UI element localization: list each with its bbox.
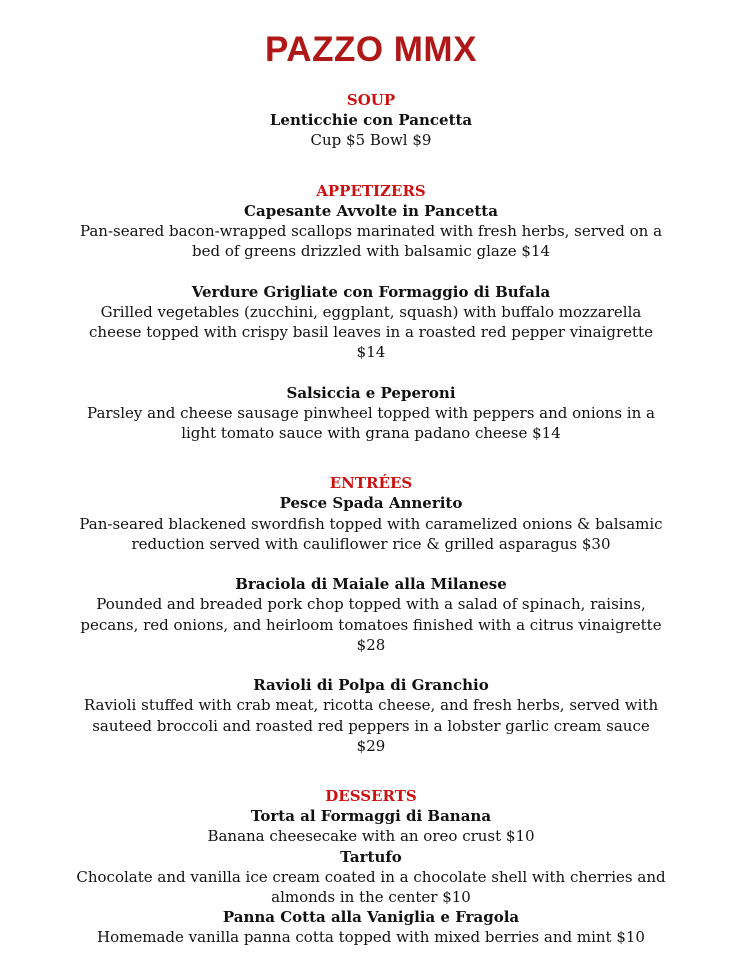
- item-description: Pan-seared bacon-wrapped scallops marinated with fresh herbs, served on a bed of greens drizzled with balsamic glaze $14: [79, 222, 663, 261]
- section-soup: [0, 90, 742, 151]
- item-description: Banana cheesecake with an oreo crust $10: [207, 827, 535, 846]
- item-description: Grilled vegetables (zucchini, eggplant, squash) with buffalo mozzarella cheese topped with crispy basil leaves in a roasted red pepper vinaigrette $14: [89, 302, 653, 362]
- item-description: Pounded and breaded pork chop topped with a salad of spinach, raisins, pecans, red onions, and heirloom tomatoes finished with a citrus vinaigrette $28: [80, 595, 662, 654]
- item-description: Ravioli stuffed with crab meat, ricotta cheese, and fresh herbs, served with sauteed broccoli and roasted red peppers in a lobster garlic cream sauce $29: [83, 696, 659, 755]
- section-desserts: [0, 786, 742, 948]
- item-name: Pesce Spada Annerito: [279, 494, 463, 513]
- item-description: Parsley and cheese sausage pinwheel topped with peppers and onions in a light tomato sauce with grana padano cheese $14: [87, 403, 655, 443]
- menu-item: [0, 574, 742, 655]
- item-description: Cup $5 Bowl $9: [310, 131, 432, 150]
- menu-item: [0, 282, 742, 363]
- item-name: Panna Cotta alla Vaniglia e Fragola: [222, 908, 520, 927]
- item-name: Torta al Formaggi di Banana: [250, 807, 492, 826]
- section-appetizers: [0, 181, 742, 444]
- item-name: Verdure Grigliate con Formaggio di Bufala: [191, 282, 551, 301]
- section-heading: DESSERTS: [325, 787, 417, 806]
- menu-item: [0, 383, 742, 444]
- item-name: Ravioli di Polpa di Granchio: [253, 676, 489, 695]
- menu-item: [0, 847, 742, 908]
- section-entrees: [0, 473, 742, 756]
- menu-item: [0, 907, 742, 947]
- section-heading: APPETIZERS: [316, 181, 426, 200]
- menu-item: [0, 110, 742, 150]
- menu-item: [0, 493, 742, 554]
- item-description: Homemade vanilla panna cotta topped with mixed berries and mint $10: [97, 928, 645, 947]
- menu-item: [0, 201, 742, 262]
- item-name: Braciola di Maiale alla Milanese: [235, 575, 507, 594]
- section-heading: SOUP: [346, 91, 396, 109]
- menu-item: [0, 675, 742, 756]
- item-name: Salsiccia e Peperoni: [286, 383, 456, 402]
- item-name: Tartufo: [340, 847, 402, 866]
- restaurant-title: PAZZO MMX: [265, 30, 477, 69]
- item-description: Pan-seared blackened swordfish topped with caramelized onions & balsamic reduction served with cauliflower rice & grilled asparagus $30: [79, 514, 663, 553]
- item-name: Lenticchie con Pancetta: [269, 111, 473, 130]
- item-description: Chocolate and vanilla ice cream coated in a chocolate shell with cherries and almonds in the center $10: [76, 867, 666, 907]
- menu-item: [0, 806, 742, 846]
- item-name: Capesante Avvolte in Pancetta: [244, 201, 498, 220]
- section-heading: ENTRÉES: [329, 474, 413, 493]
